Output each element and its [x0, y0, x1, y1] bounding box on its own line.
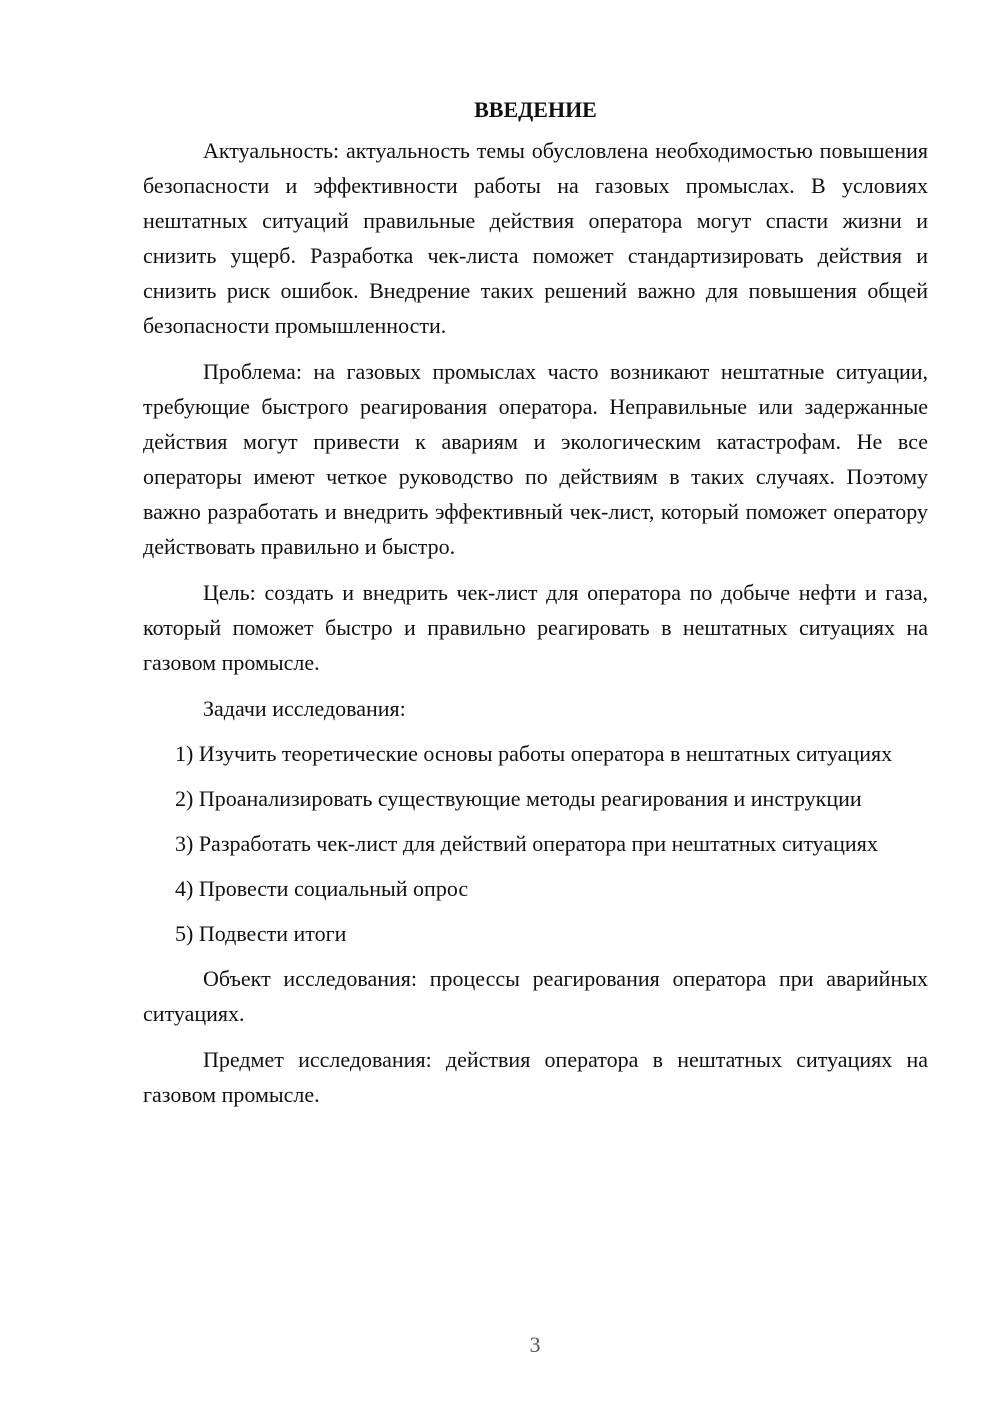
page-number: 3: [529, 1332, 541, 1357]
document-page: [143, 92, 928, 1123]
problem-paragraph: Проблема: на газовых промыслах часто возникают нештатные ситуации, требующие быстрого реагирования оператора. Неправильные или задержанные действия могут привести к авариям и экологическим катастрофам. Не все операторы имеют четкое руководство по действиям в таких случаях. Поэтому важно разработать и внедрить эффективный чек-лист, который поможет оператору действовать правильно и быстро.: [143, 359, 928, 559]
object-paragraph: Объект исследования: процессы реагирования оператора при аварийных ситуациях.: [143, 966, 928, 1026]
goal-paragraph: Цель: создать и внедрить чек-лист для оператора по добыче нефти и газа, который поможет быстро и правильно реагировать в нештатных ситуациях на газовом промысле.: [143, 580, 928, 675]
section-title: ВВЕДЕНИЕ: [474, 97, 597, 122]
task-item-3: 3) Разработать чек-лист для действий оператора при нештатных ситуациях: [175, 831, 878, 856]
task-item-2: 2) Проанализировать существующие методы реагирования и инструкции: [175, 786, 862, 811]
task-item-5: 5) Подвести итоги: [175, 921, 347, 946]
tasks-heading: Задачи исследования:: [203, 696, 406, 721]
relevance-paragraph: Актуальность: актуальность темы обусловлена необходимостью повышения безопасности и эффективности работы на газовых промыслах. В условиях нештатных ситуаций правильные действия оператора могут спасти жизни и снизить ущерб. Разработка чек-листа поможет стандартизировать действия и снизить риск ошибок. Внедрение таких решений важно для повышения общей безопасности промышленности.: [143, 138, 928, 338]
subject-paragraph: Предмет исследования: действия оператора в нештатных ситуациях на газовом промысле.: [143, 1047, 928, 1107]
task-item-4: 4) Провести социальный опрос: [175, 876, 469, 901]
task-item-1: 1) Изучить теоретические основы работы оператора в нештатных ситуациях: [175, 741, 893, 766]
